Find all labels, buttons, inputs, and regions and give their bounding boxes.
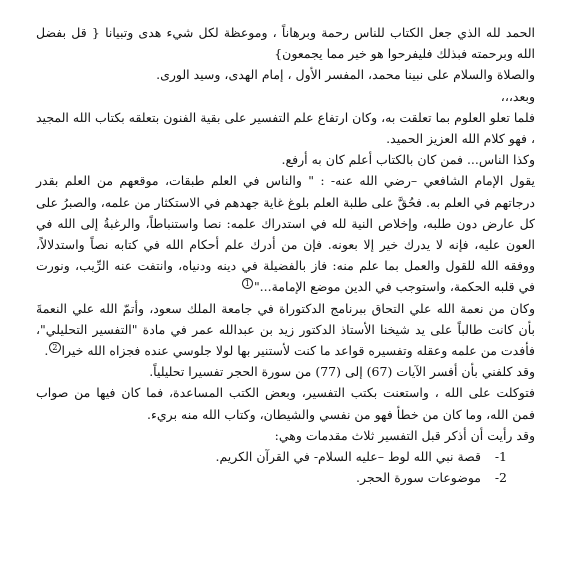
paragraph-assignment: وقد كلفني بأن أفسر الآيات (67) إلى (77) من سورة الحجر تفسيرا تحليلياً.	[149, 364, 535, 380]
list-item	[36, 446, 507, 467]
list-item-number: 2-	[494, 470, 507, 486]
list-item-number: 1-	[494, 449, 507, 465]
footnote-marker-2[interactable]: 2	[49, 342, 60, 353]
paragraph-phd: وكان من نعمة الله علي التحاق ببرنامج الدكتوراة في جامعة الملك سعود، وأتمّ الله علي النعمةَ بأن كانت طالباً على يد شيخنا الأستاذ الدكتور زيد بن عبدالله عمر في مادة "التفسير التحليلي"، فأفدت من علمه وعقله وتفسيره قواعد ما كنت لأستنير بها لولا جلوسي عنده فجزاه الله خيرا2.	[36, 300, 535, 359]
list-item-text: موضوعات سورة الحجر.	[355, 470, 481, 486]
paragraph-introductions: وقد رأيت أن أذكر قبل التفسير ثلاث مقدمات وهي:	[274, 427, 535, 443]
paragraph-people: وكذا الناس... فمن كان بالكتاب أعلم كان به أرفع.	[281, 152, 535, 168]
paragraph-intro: فلما تعلو العلوم بما تعلقت به، وكان ارتفاع علم التفسير على بقية الفنون بتعلقه بكتاب الله المجيد ، فهو كلام الله العزيز الحميد.	[36, 109, 535, 147]
paragraph-waba3d: وبعد،،،	[500, 88, 535, 104]
introductions-list	[36, 446, 535, 488]
phd-text: وكان من نعمة الله علي التحاق ببرنامج الدكتوراة في جامعة الملك سعود، وأتمّ الله علي النعمةَ بأن كانت طالباً على يد شيخنا الأستاذ الدكتور زيد بن عبدالله عمر في مادة "التفسير التحليلي"، فأفدت من علمه وعقله وتفسيره قواعد ما كنت لأستنير بها لولا جلوسي عنده فجزاه الله خيرا	[36, 300, 535, 359]
list-item-text: قصة نبي الله لوط –عليه السلام- في القرآن الكريم.	[215, 449, 481, 465]
footnote-marker-1[interactable]: 1	[242, 278, 253, 289]
list-item	[36, 467, 507, 488]
shafii-quote-text: يقول الإمام الشافعي –رضي الله عنه- : " والناس في العلم طبقات، موقعهم من العلم بقدر درجاتهم في العلم به. فحُقَّ على طلبة العلم بلوغ غاية جهدهم في الاستكثار من علمه، والصبرُ على كل عارض دون طلبه، وإخلاص النية لله في استدراك علمه: نصا واستنباطاً، والرغبةُ إلى الله في العون عليه، فإنه لا يدرك خير إلا بعونه. فإن من أدرك علم أحكام الله في كتابه نصاً واستدلالاً، ووفقه الله للقول والعمل بما علم منه: فاز بالفضيلة في دينه ودنياه، وانتفت عنه الرِّيب، ونورت في قلبه الحكمة، واستوجب في الدين موضع الإمامة..."	[36, 173, 535, 295]
paragraph-opening: الحمد لله الذي جعل الكتاب للناس رحمة وبرهاناً ، وموعظة لكل شيء هدى وتبيانا { قل بفضل الله وبرحمته فبذلك فليفرحوا هو خير مما يجمعون}	[36, 25, 535, 62]
paragraph-salutation: والصلاة والسلام على نبينا محمد، المفسر الأول ، إمام الهدى، وسيد الورى.	[156, 67, 535, 83]
paragraph-shafii-quote	[36, 170, 535, 297]
paragraph-reliance: فتوكلت على الله ، واستعنت بكتب التفسير، وبعض الكتب المساعدة، فما كان فيها من صواب فمن الله، وما كان من خطأ فهو من نفسي والشيطان، وكتاب الله منه بريء.	[36, 385, 535, 422]
